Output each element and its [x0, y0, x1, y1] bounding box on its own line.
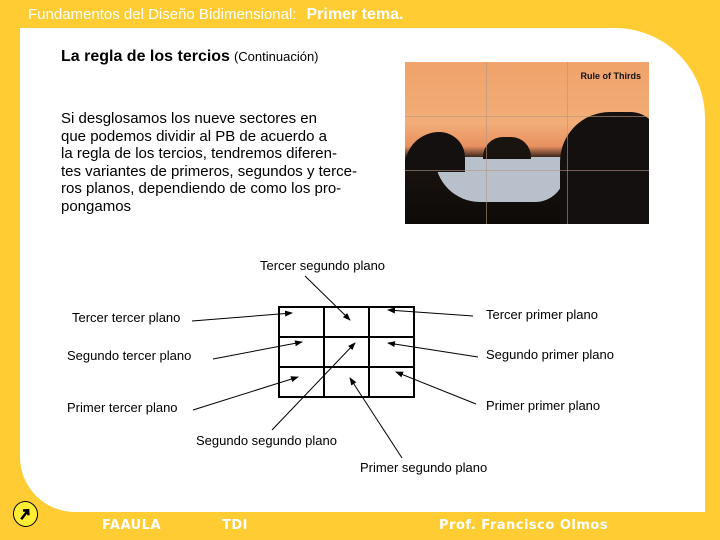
- body-line: ros planos, dependiendo de como los pro-: [61, 180, 342, 198]
- label-segundo-primer: Segundo primer plano: [486, 347, 614, 362]
- footer-subject: TDI: [222, 518, 248, 533]
- topic-title: Primer tema.: [306, 6, 404, 23]
- label-primer-primer: Primer primer plano: [486, 398, 601, 413]
- arrow-segundo-tercer: [213, 342, 302, 359]
- heading-text: La regla de los tercios: [61, 48, 230, 65]
- label-primer-tercer: Primer tercer plano: [67, 400, 178, 415]
- body-line: Si desglosamos los nueve sectores en: [61, 110, 317, 127]
- label-tercer-primer: Tercer primer plano: [486, 307, 598, 322]
- label-primer-segundo: Primer segundo plano: [360, 460, 488, 475]
- label-segundo-segundo: Segundo segundo plano: [196, 433, 337, 448]
- label-tercer-segundo: Tercer segundo plano: [260, 258, 386, 273]
- arrow-tercer-primer: [388, 310, 473, 316]
- arrow-tercer-tercer: [192, 313, 292, 321]
- arrow-tercer-segundo: [305, 276, 350, 320]
- heading-note: (Continuación): [233, 49, 319, 64]
- arrow-primer-primer: [396, 372, 476, 404]
- body-line: que podemos dividir al PB de acuerdo a: [61, 127, 328, 145]
- body-line: la regla de los tercios, tendremos diferen-: [61, 145, 337, 163]
- arrow-primer-segundo: [350, 378, 402, 458]
- arrow-primer-tercer: [193, 377, 298, 410]
- footer-school: FAAULA: [102, 518, 162, 533]
- label-tercer-tercer: Tercer tercer plano: [72, 310, 181, 325]
- course-title: Fundamentos del Diseño Bidimensional:: [28, 6, 297, 23]
- label-segundo-tercer: Segundo tercer plano: [67, 348, 192, 363]
- photo-caption: Rule of Thirds: [580, 71, 641, 81]
- arrow-segundo-primer: [388, 343, 478, 357]
- footer-author: Prof. Francisco Olmos: [439, 518, 609, 533]
- body-line: tes variantes de primeros, segundos y terce-: [61, 162, 357, 180]
- arrow-segundo-segundo: [272, 343, 355, 430]
- body-line: pongamos: [61, 197, 132, 215]
